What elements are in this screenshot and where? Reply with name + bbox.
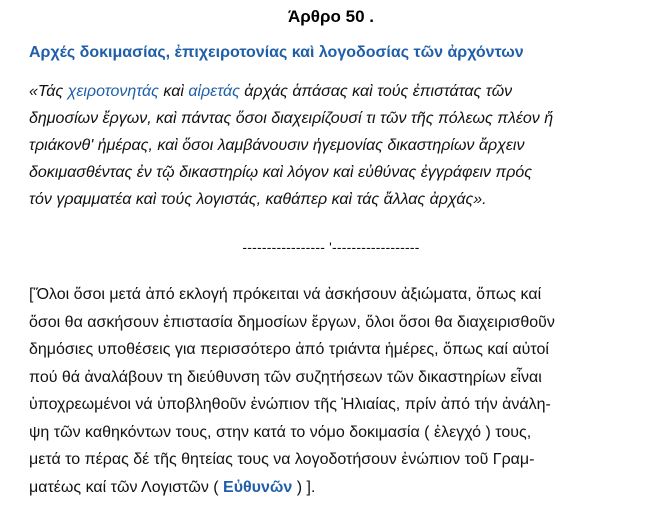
quote-text: ἀρχάς ἁπάσας καὶ τούς ἐπιστάτας τῶν: [239, 83, 513, 100]
ancient-quote: [29, 78, 649, 213]
translation-line: πού θά ἀναλάβουν τη διεύθυνση τῶν συζητήσεων τῶν δικαστηρίων εἶναι: [29, 368, 542, 386]
quote-line: τριάκονθ' ἡμέρας, καὶ ὅσοι λαμβάνουσιν ἡγεμονίας δικαστηρίων ἄρχειν: [29, 137, 525, 154]
translation-line: [29, 474, 654, 502]
highlighted-term: Εὐθυνῶν: [223, 478, 293, 496]
translation-line: ψη τῶν καθηκόντων τους, στην κατά το νόμο δοκιμασία ( ἐλεγχό ) τους,: [29, 423, 532, 441]
section-heading: Αρχές δοκιμασίας, ἐπιχειροτονίας καὶ λογοδοσίας τῶν ἀρχόντων: [29, 44, 524, 61]
modern-translation: [29, 281, 654, 501]
translation-text: ) ].: [292, 478, 316, 496]
separator-line: ----------------- '------------------: [242, 239, 420, 255]
translation-line: ὑποχρεωμένοι νά ὑποβληθοῦν ἐνώπιον τῆς Ἡλιαίας, πρίν ἀπό τήν ἀνάλη-: [29, 396, 551, 413]
quote-text: «Τάς: [29, 83, 68, 100]
translation-text: ματέως καί τῶν Λογιστῶν (: [29, 478, 224, 496]
highlighted-term: χειροτονητάς: [67, 83, 159, 100]
quote-line: δοκιμασθέντας ἐν τῷ δικαστηρίῳ καὶ λόγον καὶ εὐθύνας ἐγγράφειν πρός: [29, 164, 533, 181]
translation-line: [Ὅλοι ὅσοι μετά ἀπό εκλογή πρόκειται νά ἀσκήσουν ἀξιώματα, ὅπως καί: [29, 286, 542, 303]
quote-line: δημοσίων ἔργων, καὶ πάντας ὅσοι διαχειρίζουσί τι τῶν τῆς πόλεως πλέον ἤ: [29, 110, 554, 127]
translation-line: δημόσιες υποθέσεις για περισσότερο ἀπό τριάντα ἡμέρες, ὅπως καί αὐτοί: [29, 341, 549, 358]
quote-line: [29, 78, 649, 105]
translation-line: μετά το πέρας δέ τῆς θητείας τους να λογοδοτήσουν ἐνώπιον τοῦ Γραμ-: [29, 451, 535, 468]
highlighted-term: αἱρετάς: [188, 83, 240, 100]
translation-line: ὅσοι θα ασκήσουν ἐπιστασία δημοσίων ἔργων, ὅλοι ὅσοι θα διαχειρισθοῦν: [29, 313, 555, 331]
quote-line: τόν γραμματέα καὶ τούς λογιστάς, καθάπερ καὶ τάς ἄλλας ἀρχάς».: [29, 191, 487, 208]
article-title: Άρθρο 50 .: [288, 7, 374, 26]
quote-text: καὶ: [158, 83, 189, 100]
